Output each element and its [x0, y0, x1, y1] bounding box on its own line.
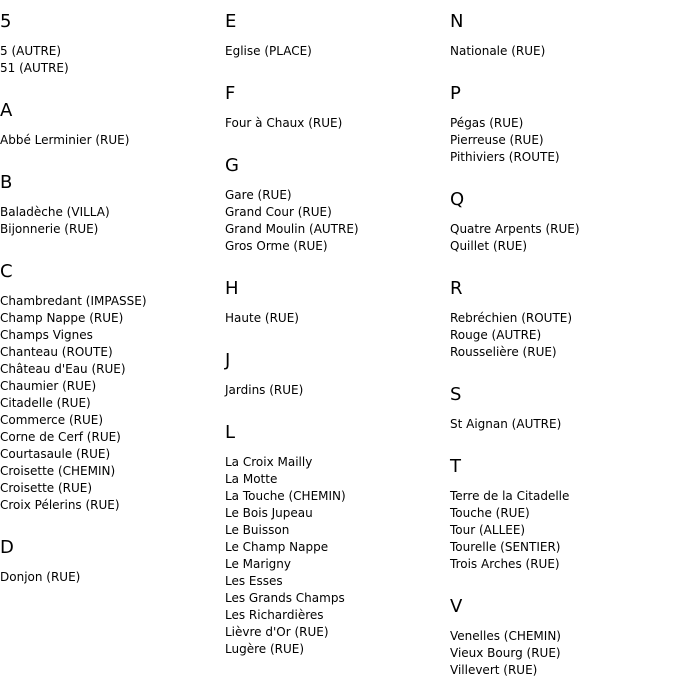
letter-group [0, 526, 225, 598]
street-link[interactable]: La Touche (CHEMIN) [225, 489, 346, 503]
street-link[interactable]: Chambredant (IMPASSE) [0, 294, 147, 308]
letter-heading: G [225, 155, 239, 176]
street-link[interactable]: Rousselière (RUE) [450, 345, 557, 359]
street-link[interactable]: Croisette (RUE) [0, 481, 93, 495]
street-list [450, 211, 675, 267]
street-list [450, 478, 675, 585]
street-link[interactable]: Croisette (CHEMIN) [0, 464, 116, 478]
street-list [225, 372, 450, 411]
street-link[interactable]: Donjon (RUE) [0, 570, 81, 584]
street-list [450, 105, 675, 178]
street-link[interactable]: Chanteau (ROUTE) [0, 345, 113, 359]
street-link[interactable]: Le Marigny [225, 557, 291, 571]
street-link[interactable]: La Motte [225, 472, 278, 486]
street-list [225, 444, 450, 670]
index-column-2 [225, 0, 450, 670]
letter-heading: R [450, 278, 463, 299]
street-link[interactable]: Citadelle (RUE) [0, 396, 91, 410]
street-link[interactable]: Champs Vignes [0, 328, 93, 342]
street-link[interactable]: Courtasaule (RUE) [0, 447, 111, 461]
letter-heading: V [450, 596, 463, 617]
street-link[interactable]: Pégas (RUE) [450, 116, 524, 130]
street-list [0, 559, 225, 598]
street-link[interactable]: Lièvre d'Or (RUE) [225, 625, 329, 639]
street-link[interactable]: 5 (AUTRE) [0, 44, 62, 58]
street-link[interactable]: Grand Cour (RUE) [225, 205, 332, 219]
street-link[interactable]: Eglise (PLACE) [225, 44, 312, 58]
street-link[interactable]: Villevert (RUE) [450, 663, 538, 677]
street-link[interactable]: Haute (RUE) [225, 311, 299, 325]
street-link[interactable]: Tour (ALLEE) [450, 523, 526, 537]
letter-heading: 5 [0, 11, 12, 32]
street-link[interactable]: Nationale (RUE) [450, 44, 546, 58]
street-link[interactable]: Lugère (RUE) [225, 642, 305, 656]
street-list [0, 283, 225, 526]
letter-group [225, 144, 450, 267]
street-link[interactable]: Gare (RUE) [225, 188, 292, 202]
street-list [450, 300, 675, 373]
letter-group [450, 373, 675, 445]
letter-group [0, 0, 225, 89]
street-link[interactable]: Chaumier (RUE) [0, 379, 97, 393]
letter-heading: N [450, 11, 464, 32]
letter-heading: H [225, 278, 239, 299]
letter-heading: D [0, 537, 14, 558]
letter-heading: C [0, 261, 13, 282]
letter-group [0, 250, 225, 526]
street-list [225, 33, 450, 72]
street-link[interactable]: Corne de Cerf (RUE) [0, 430, 121, 444]
street-list [0, 194, 225, 250]
letter-group [450, 585, 675, 691]
street-list [450, 618, 675, 691]
street-list [0, 33, 225, 89]
letter-group [0, 89, 225, 161]
letter-heading: S [450, 384, 462, 405]
letter-group [450, 72, 675, 178]
street-list [225, 177, 450, 267]
letter-heading: A [0, 100, 13, 121]
street-link[interactable]: Les Grands Champs [225, 591, 345, 605]
street-link[interactable]: Baladèche (VILLA) [0, 205, 110, 219]
street-link[interactable]: St Aignan (AUTRE) [450, 417, 562, 431]
street-link[interactable]: Croix Pélerins (RUE) [0, 498, 120, 512]
letter-heading: B [0, 172, 13, 193]
street-link[interactable]: Château d'Eau (RUE) [0, 362, 126, 376]
street-list [450, 33, 675, 72]
letter-heading: L [225, 422, 236, 443]
street-link[interactable]: Le Bois Jupeau [225, 506, 313, 520]
letter-heading: J [225, 350, 231, 371]
street-link[interactable]: Commerce (RUE) [0, 413, 104, 427]
street-link[interactable]: Gros Orme (RUE) [225, 239, 328, 253]
street-link[interactable]: Rebréchien (ROUTE) [450, 311, 573, 325]
letter-group [225, 0, 450, 72]
street-link[interactable]: Champ Nappe (RUE) [0, 311, 124, 325]
street-link[interactable]: 51 (AUTRE) [0, 61, 69, 75]
street-link[interactable]: Le Champ Nappe [225, 540, 329, 554]
letter-group [0, 161, 225, 250]
street-link[interactable]: Tourelle (SENTIER) [450, 540, 561, 554]
street-link[interactable]: Pierreuse (RUE) [450, 133, 544, 147]
letter-heading: F [225, 83, 236, 104]
street-list [0, 122, 225, 161]
street-link[interactable]: Bijonnerie (RUE) [0, 222, 99, 236]
street-link[interactable]: Quillet (RUE) [450, 239, 528, 253]
letter-group [225, 411, 450, 670]
street-link[interactable]: Trois Arches (RUE) [450, 557, 560, 571]
index-column-1 [0, 0, 225, 598]
street-link[interactable]: Jardins (RUE) [225, 383, 304, 397]
letter-group [450, 267, 675, 373]
street-link[interactable]: Les Esses [225, 574, 283, 588]
letter-group [450, 445, 675, 585]
street-list [225, 105, 450, 144]
letter-group [225, 267, 450, 339]
street-link[interactable]: Quatre Arpents (RUE) [450, 222, 580, 236]
letter-heading: T [450, 456, 461, 477]
letter-group [450, 0, 675, 72]
street-list [450, 406, 675, 445]
letter-group [225, 72, 450, 144]
street-link[interactable]: Terre de la Citadelle [450, 489, 570, 503]
letter-heading: Q [450, 189, 465, 210]
index-column-3 [450, 0, 675, 691]
street-link[interactable]: Vieux Bourg (RUE) [450, 646, 561, 660]
letter-heading: P [450, 83, 461, 104]
street-list [225, 300, 450, 339]
street-link[interactable]: Venelles (CHEMIN) [450, 629, 561, 643]
street-link[interactable]: Touche (RUE) [450, 506, 530, 520]
letter-group [225, 339, 450, 411]
street-link[interactable]: Grand Moulin (AUTRE) [225, 222, 359, 236]
street-link[interactable]: Abbé Lerminier (RUE) [0, 133, 130, 147]
street-link[interactable]: La Croix Mailly [225, 455, 313, 469]
street-link[interactable]: Le Buisson [225, 523, 290, 537]
street-link[interactable]: Pithiviers (ROUTE) [450, 150, 560, 164]
letter-heading: E [225, 11, 237, 32]
street-link[interactable]: Four à Chaux (RUE) [225, 116, 343, 130]
letter-group [450, 178, 675, 267]
street-link[interactable]: Les Richardières [225, 608, 324, 622]
street-link[interactable]: Rouge (AUTRE) [450, 328, 542, 342]
